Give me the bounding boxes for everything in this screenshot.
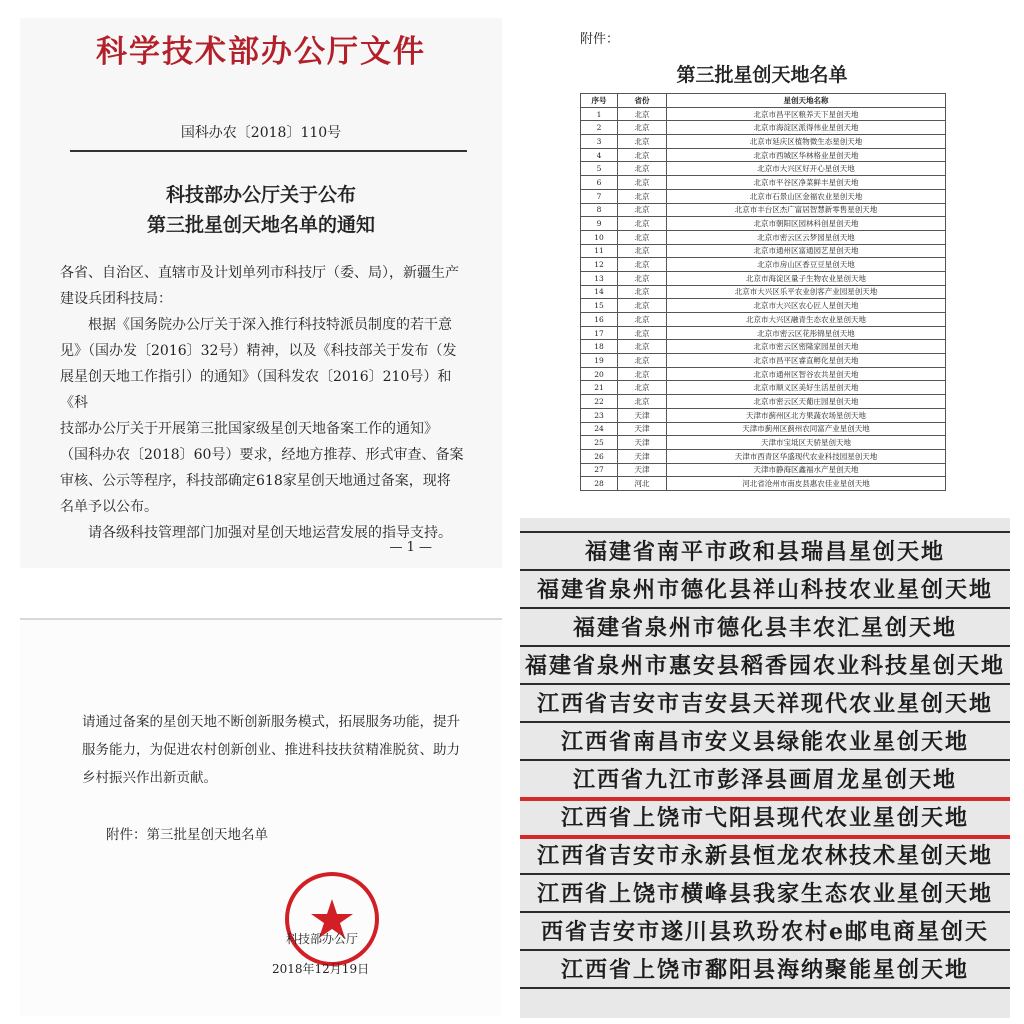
table-cell: 北京	[618, 189, 667, 203]
table-cell: 15	[581, 299, 618, 313]
table-cell: 19	[581, 354, 618, 368]
row-divider	[520, 911, 1010, 913]
table-cell: 河北	[618, 477, 667, 491]
table-cell: 北京市朝阳区园林科创星创天地	[667, 217, 946, 231]
table-cell: 北京	[618, 217, 667, 231]
zoomed-list-item: 江西省九江市彭泽县画眉龙星创天地	[572, 767, 957, 793]
zoomed-list-item: 福建省泉州市德化县祥山科技农业星创天地	[536, 577, 993, 603]
table-cell: 天津市宝坻区天骄星创天地	[667, 436, 946, 450]
table-cell: 8	[581, 203, 618, 217]
addressee-line: 建设兵团科技局：	[60, 291, 172, 307]
table-cell: 20	[581, 367, 618, 381]
table-cell: 北京	[618, 121, 667, 135]
table-cell: 北京	[618, 203, 667, 217]
zoomed-list-item: 江西省吉安市永新县恒龙农林技术星创天地	[536, 843, 993, 869]
table-cell: 北京	[618, 395, 667, 409]
table-cell: 27	[581, 463, 618, 477]
table-cell: 5	[581, 162, 618, 176]
table-cell: 北京	[618, 162, 667, 176]
table-cell: 北京市昌平区睿直孵化星创天地	[667, 354, 946, 368]
zoomed-list-item: 江西省吉安市吉安县天祥现代农业星创天地	[536, 691, 993, 717]
table-cell: 北京市昌平区粮养天下星创天地	[667, 107, 946, 121]
table-cell: 北京	[618, 313, 667, 327]
table-cell: 天津	[618, 422, 667, 436]
annex-reference: 附件：第三批星创天地名单	[106, 827, 268, 843]
notice-page-2	[20, 618, 502, 1016]
zoomed-list-item: 西省吉安市遂川县玖玢农村e邮电商星创天	[541, 919, 989, 945]
page-edge-line	[20, 618, 502, 620]
table-row	[581, 107, 946, 121]
table-cell: 23	[581, 408, 618, 422]
table-cell: 11	[581, 244, 618, 258]
zoomed-list-item: 福建省泉州市惠安县稻香园农业科技星创天地	[524, 653, 1005, 679]
table-row	[581, 463, 946, 477]
table-cell: 北京市通州区智谷农共星创天地	[667, 367, 946, 381]
table-cell: 北京市密云区花彤锦星创天地	[667, 326, 946, 340]
table-row	[581, 203, 946, 217]
table-cell: 3	[581, 135, 618, 149]
table-cell: 北京	[618, 148, 667, 162]
closing-line: 服务能力，为促进农村创新创业、推进科技扶贫精准脱贫、助力	[82, 742, 460, 758]
addressee	[60, 260, 472, 546]
addressee-line: 各省、自治区、直辖市及计划单列市科技厅（委、局），新疆生产	[60, 265, 459, 281]
table-cell: 河北省沧州市南皮县惠农佳业星创天地	[667, 477, 946, 491]
body-line: 技部办公厅关于开展第三批国家级星创天地备案工作的通知》	[60, 421, 438, 437]
table-cell: 北京市密云区密隆家园星创天地	[667, 340, 946, 354]
row-divider	[520, 607, 1010, 609]
table-row	[581, 135, 946, 149]
table-cell: 北京市大兴区融青生态农业星创天地	[667, 313, 946, 327]
body-line: （国科办农〔2018〕60号）要求，经地方推荐、形式审查、备案	[60, 447, 464, 463]
table-cell: 7	[581, 189, 618, 203]
support-line: 请各级科技管理部门加强对星创天地运营发展的指导支持。	[88, 525, 452, 541]
notice-heading-line-2: 第三批星创天地名单的通知	[146, 214, 375, 236]
header-divider	[70, 150, 467, 152]
table-cell: 北京	[618, 367, 667, 381]
table-cell: 北京市海淀区派得伟业星创天地	[667, 121, 946, 135]
table-row	[581, 217, 946, 231]
table-row	[581, 395, 946, 409]
table-row	[581, 285, 946, 299]
document-header-title: 科学技术部办公厅文件	[96, 34, 426, 70]
row-divider	[520, 987, 1010, 989]
table-cell: 北京市房山区香豆豆星创天地	[667, 258, 946, 272]
table-row	[581, 408, 946, 422]
table-row	[581, 121, 946, 135]
row-divider	[520, 645, 1010, 647]
table-cell: 18	[581, 340, 618, 354]
row-divider	[520, 683, 1010, 685]
table-cell: 北京	[618, 176, 667, 190]
row-divider	[520, 873, 1010, 875]
table-cell: 北京市大兴区乐平农业创客产业园星创天地	[667, 285, 946, 299]
table-row	[581, 189, 946, 203]
zoomed-list	[520, 518, 1010, 1018]
zoomed-list-item: 江西省上饶市横峰县我家生态农业星创天地	[536, 881, 993, 907]
table-cell: 北京市延庆区植物微生态星创天地	[667, 135, 946, 149]
table-cell: 北京市通州区富通园艺星创天地	[667, 244, 946, 258]
notice-page-1	[20, 18, 502, 568]
table-cell: 24	[581, 422, 618, 436]
table-cell: 26	[581, 449, 618, 463]
table-cell: 北京市海淀区量子生物农业星创天地	[667, 271, 946, 285]
table-cell: 16	[581, 313, 618, 327]
zoomed-list-item: 江西省上饶市鄱阳县海纳聚能星创天地	[560, 957, 969, 983]
table-row	[581, 477, 946, 491]
closing-line: 乡村振兴作出新贡献。	[82, 770, 217, 786]
header-cell: 星创天地名称	[667, 94, 946, 108]
table-cell: 北京	[618, 135, 667, 149]
table-cell: 北京市密云区天葡庄园星创天地	[667, 395, 946, 409]
table-row	[581, 313, 946, 327]
table-cell: 北京	[618, 107, 667, 121]
table-cell: 北京市大兴区好开心星创天地	[667, 162, 946, 176]
table-cell: 北京市顺义区美好生活星创天地	[667, 381, 946, 395]
table-row	[581, 422, 946, 436]
table-cell: 北京	[618, 354, 667, 368]
table-row	[581, 381, 946, 395]
table-header-row	[581, 94, 946, 108]
document-number: 国科办农〔2018〕110号	[180, 125, 342, 141]
table-cell: 13	[581, 271, 618, 285]
table-row	[581, 449, 946, 463]
table-row	[581, 148, 946, 162]
row-divider	[520, 759, 1010, 761]
row-divider	[520, 949, 1010, 951]
body-line: 名单予以公布。	[60, 499, 158, 515]
table-row	[581, 326, 946, 340]
table-cell: 天津市蓟州区蓟州农同富产业星创天地	[667, 422, 946, 436]
body-line: 审核、公示等程序，科技部确定618家星创天地通过备案，现将	[60, 473, 451, 489]
table-row	[581, 299, 946, 313]
notice-heading-line-1: 科技部办公厅关于公布	[165, 184, 356, 206]
zoomed-list-item: 江西省上饶市弋阳县现代农业星创天地	[560, 805, 969, 831]
table-cell: 北京	[618, 285, 667, 299]
zoomed-list-item: 江西省南昌市安义县绿能农业星创天地	[560, 729, 969, 755]
official-seal	[282, 869, 382, 969]
table-cell: 北京市石景山区金福农业星创天地	[667, 189, 946, 203]
table-cell: 北京	[618, 244, 667, 258]
header-cell: 省份	[618, 94, 667, 108]
table-row	[581, 244, 946, 258]
table-cell: 北京市密云区云梦园星创天地	[667, 230, 946, 244]
table-row	[581, 162, 946, 176]
body-line: 展星创天地工作指引）的通知》（国科发农〔2016〕210号）和《科	[60, 369, 452, 411]
table-row	[581, 436, 946, 450]
table-cell: 北京市平谷区净菜鲜丰星创天地	[667, 176, 946, 190]
table-cell: 北京	[618, 271, 667, 285]
table-row	[581, 367, 946, 381]
table-cell: 10	[581, 230, 618, 244]
table-row	[581, 176, 946, 190]
page-number: — 1 —	[389, 540, 432, 555]
zoomed-list-item: 福建省南平市政和县瑞昌星创天地	[584, 539, 945, 565]
table-cell: 4	[581, 148, 618, 162]
table-cell: 6	[581, 176, 618, 190]
body-line: 见》（国办发〔2016〕32号）精神，以及《科技部关于发布（发	[60, 343, 457, 359]
table-cell: 北京市西城区华林格业星创天地	[667, 148, 946, 162]
table-cell: 北京	[618, 230, 667, 244]
table-cell: 天津	[618, 463, 667, 477]
table-row	[581, 271, 946, 285]
closing-line: 请通过备案的星创天地不断创新服务模式，拓展服务功能，提升	[82, 714, 460, 730]
row-divider	[520, 721, 1010, 723]
table-cell: 22	[581, 395, 618, 409]
table-cell: 北京市大兴区农心匠人星创天地	[667, 299, 946, 313]
row-divider	[520, 531, 1010, 533]
table-row	[581, 340, 946, 354]
table-cell: 天津	[618, 408, 667, 422]
table-cell: 天津	[618, 436, 667, 450]
list-table	[580, 93, 946, 491]
table-cell: 天津	[618, 449, 667, 463]
row-divider	[520, 569, 1010, 571]
body-line: 根据《国务院办公厅关于深入推行科技特派员制度的若干意	[88, 317, 452, 333]
table-cell: 北京	[618, 299, 667, 313]
table-cell: 14	[581, 285, 618, 299]
table-cell: 21	[581, 381, 618, 395]
zoomed-list-item: 福建省泉州市德化县丰农汇星创天地	[572, 615, 957, 641]
table-cell: 北京	[618, 326, 667, 340]
table-cell: 北京	[618, 340, 667, 354]
table-cell: 北京	[618, 381, 667, 395]
table-cell: 1	[581, 107, 618, 121]
table-row	[581, 230, 946, 244]
table-cell: 天津市静海区鑫福水产星创天地	[667, 463, 946, 477]
table-row	[581, 258, 946, 272]
table-cell: 2	[581, 121, 618, 135]
table-cell: 17	[581, 326, 618, 340]
attachment-label: 附件：	[580, 32, 620, 47]
closing-paragraph	[82, 708, 462, 792]
list-page	[560, 18, 964, 508]
table-cell: 9	[581, 217, 618, 231]
table-cell: 25	[581, 436, 618, 450]
table-cell: 天津市西青区华盛现代农业科技园星创天地	[667, 449, 946, 463]
list-title: 第三批星创天地名单	[676, 64, 848, 86]
table-cell: 28	[581, 477, 618, 491]
table-cell: 北京	[618, 258, 667, 272]
table-cell: 北京市丰台区杰广富居智慧新零售星创天地	[667, 203, 946, 217]
table-cell: 12	[581, 258, 618, 272]
issuer-name: 科技部办公厅	[286, 932, 359, 946]
table-row	[581, 354, 946, 368]
table-cell: 天津市蓟州区北方果蔬农场星创天地	[667, 408, 946, 422]
issue-date: 2018年12月19日	[272, 962, 370, 976]
header-cell: 序号	[581, 94, 618, 108]
